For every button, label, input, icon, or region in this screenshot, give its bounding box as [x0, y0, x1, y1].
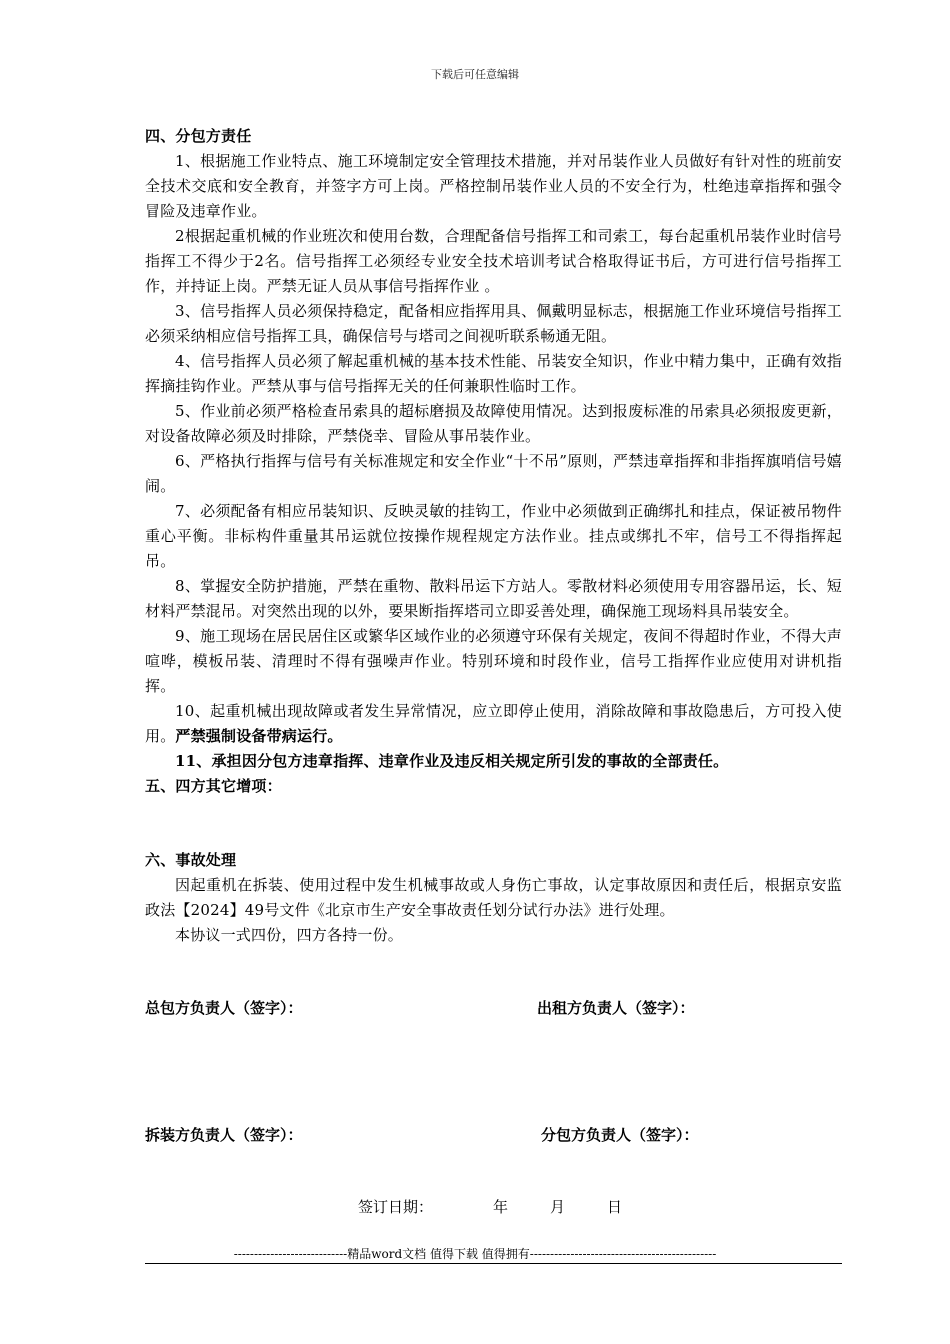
section-4-item-10-text: 10、起重机械出现故障或者发生异常情况，应立即停止使用，消除故障和事故隐患后，方可投入使用。 — [145, 702, 842, 745]
section-6-closing: 本协议一式四份，四方各持一份。 — [175, 926, 404, 944]
blank-space — [145, 799, 842, 848]
section-4-item-10-emphasis: 严禁强制设备带病运行。 — [175, 727, 343, 745]
date-year: 年 — [493, 1198, 509, 1216]
section-4-item-6: 6、严格执行指挥与信号有关标准规定和安全作业“十不吊”原则，严禁违章指挥和非指挥旗哨信号嬉闹。 — [145, 452, 842, 495]
section-4-item-3: 3、信号指挥人员必须保持稳定，配备相应指挥用具、佩戴明显标志，根据施工作业环境信号指挥工必须采纳相应信号指挥工具，确保信号与塔司之间视听联系畅通无阻。 — [145, 302, 842, 345]
section-5-title: 五、四方其它增项： — [145, 777, 282, 795]
section-4-item-7: 7、必须配备有相应吊装知识、反映灵敏的挂钩工，作业中必须做到正确绑扎和挂点，保证被吊物件重心平衡。非标构件重量其吊运就位按操作规程规定方法作业。挂点或绑扎不牢，信号工不得指挥起吊。 — [145, 502, 842, 570]
footer-divider — [145, 1263, 842, 1264]
footer-text: ----------------------------精品word文档 值得下载 值得拥有---------------------------------------------- — [233, 1247, 717, 1261]
section-4-title: 四、分包方责任 — [145, 127, 252, 145]
section-4-item-1: 1、根据施工作业特点、施工环境制定安全管理技术措施，并对吊装作业人员做好有针对性的班前安全技术交底和安全教育，并签字方可上岗。严格控制吊装作业人员的不安全行为，杜绝违章指挥和强令冒险及违章作业。 — [145, 152, 842, 220]
section-4-item-10 — [145, 699, 842, 749]
date-day: 日 — [607, 1198, 623, 1216]
lessor-signature-label: 出租方负责人（签字）： — [537, 999, 695, 1017]
date-month: 月 — [550, 1198, 566, 1216]
date-label: 签订日期： — [358, 1198, 434, 1216]
section-4-item-4: 4、信号指挥人员必须了解起重机械的基本技术性能、吊装安全知识，作业中精力集中，正确有效指挥摘挂钩作业。严禁从事与信号指挥无关的任何兼职性临时工作。 — [145, 352, 842, 395]
signing-date — [358, 1196, 622, 1217]
section-6-paragraph: 因起重机在拆装、使用过程中发生机械事故或人身伤亡事故，认定事故原因和责任后，根据京安监政法【2024】49号文件《北京市生产安全事故责任划分试行办法》进行处理。 — [145, 876, 842, 919]
document-body — [145, 124, 842, 948]
section-4-item-5: 5、作业前必须严格检查吊索具的超标磨损及故障使用情况。达到报废标准的吊索具必须报废更新，对设备故障必须及时排除，严禁侥幸、冒险从事吊装作业。 — [145, 402, 842, 445]
section-4-item-11: 11、承担因分包方违章指挥、违章作业及违反相关规定所引发的事故的全部责任。 — [175, 752, 729, 770]
section-6-title: 六、事故处理 — [145, 851, 237, 869]
installer-signature-label: 拆装方负责人（签字）： — [145, 1126, 303, 1144]
section-4-item-9: 9、施工现场在居民居住区或繁华区域作业的必须遵守环保有关规定，夜间不得超时作业，不得大声喧哗，模板吊装、清理时不得有强噪声作业。特别环境和时段作业，信号工指挥作业应使用对讲机指挥。 — [145, 627, 842, 695]
header-note: 下载后可任意编辑 — [431, 68, 519, 81]
subcontractor-signature-label: 分包方负责人（签字）： — [541, 1126, 699, 1144]
section-4-item-2: 2根据起重机械的作业班次和使用台数，合理配备信号指挥工和司索工，每台起重机吊装作业时信号指挥工不得少于2名。信号指挥工必须经专业安全技术培训考试合格取得证书后，方可进行信号指挥工作，并持证上岗。严禁无证人员从事信号指挥作业 。 — [145, 227, 842, 295]
general-contractor-signature-label: 总包方负责人（签字）： — [145, 999, 303, 1017]
section-4-item-8: 8、掌握安全防护措施，严禁在重物、散料吊运下方站人。零散材料必须使用专用容器吊运，长、短材料严禁混吊。对突然出现的以外，要果断指挥塔司立即妥善处理，确保施工现场料具吊装安全。 — [145, 577, 842, 620]
